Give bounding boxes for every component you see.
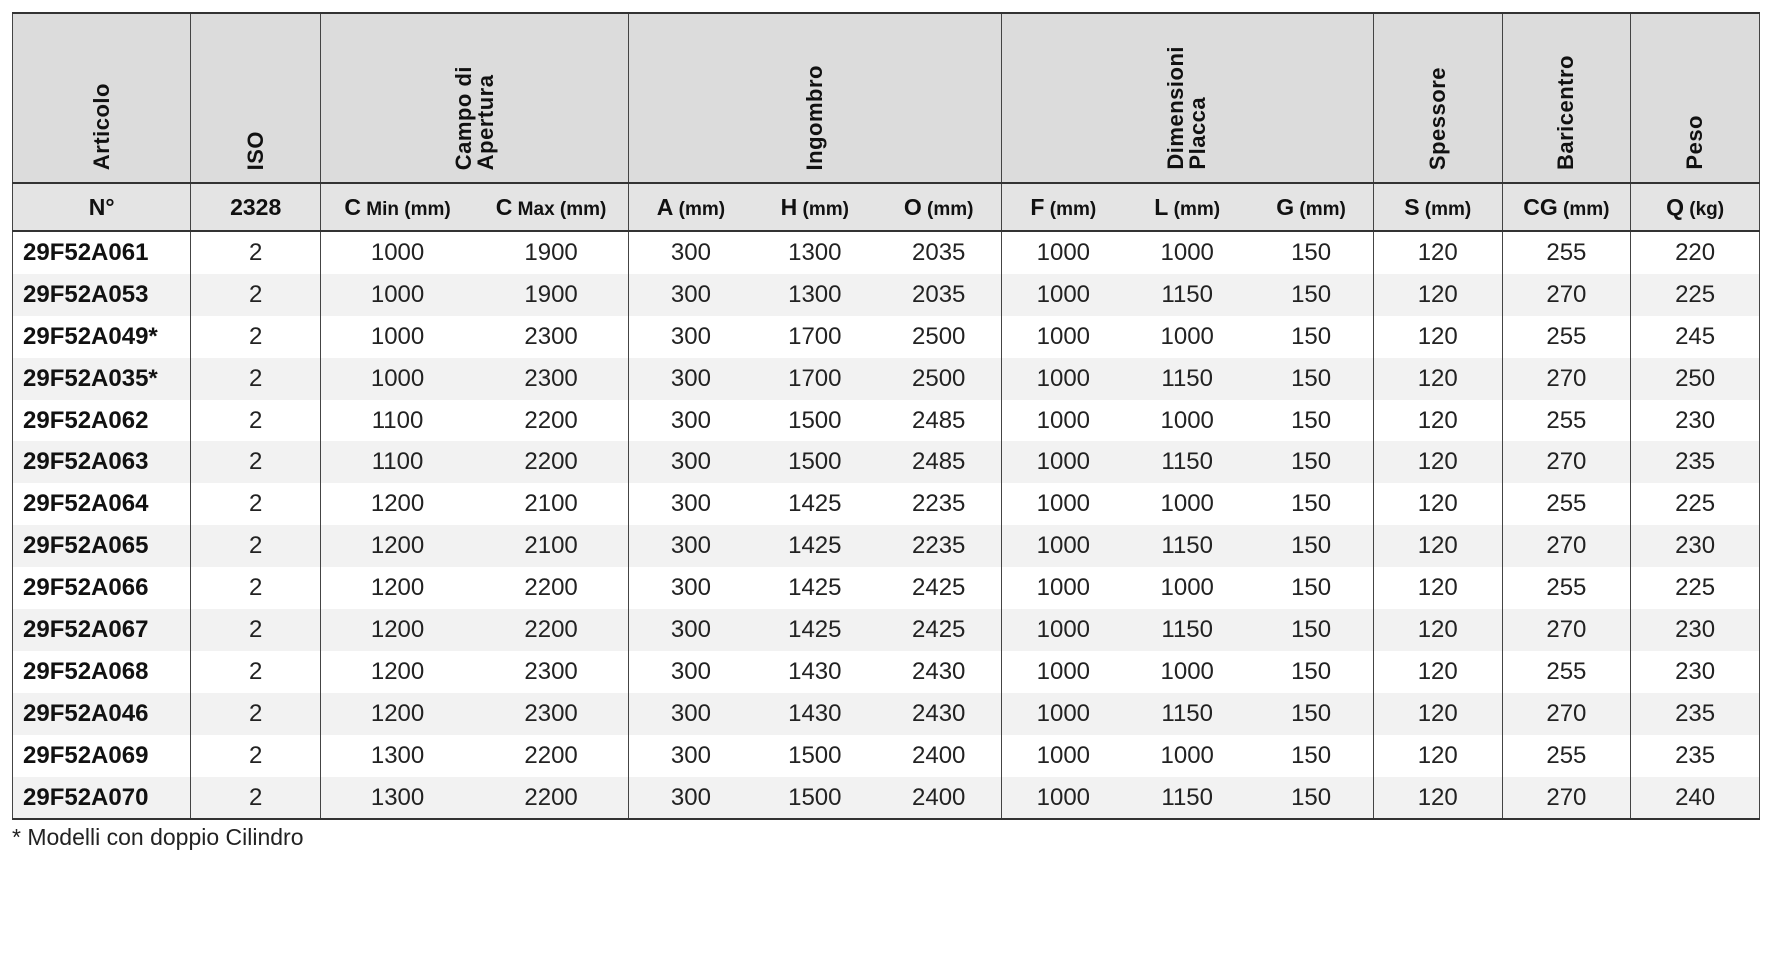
table-cell: 2 [191, 651, 321, 693]
unit-text: (mm) [1044, 198, 1097, 220]
table-cell: 2 [191, 316, 321, 358]
table-cell: 255 [1502, 651, 1631, 693]
table-cell: 2300 [474, 693, 629, 735]
unit-text: (mm) [1419, 198, 1472, 220]
table-cell: 255 [1502, 316, 1631, 358]
table-row [13, 231, 1760, 274]
unit-text: (mm) [1294, 198, 1346, 220]
group-header-ingombro [629, 13, 1001, 183]
table-cell: 230 [1631, 525, 1760, 567]
table-cell: 1000 [1001, 567, 1125, 609]
table-cell: 230 [1631, 651, 1760, 693]
table-cell: 1900 [474, 231, 629, 274]
table-cell: 270 [1502, 609, 1631, 651]
article-code-cell: 29F52A063 [13, 441, 191, 483]
table-cell: 1300 [753, 231, 877, 274]
table-cell: 2 [191, 567, 321, 609]
unit-symbol: L [1154, 193, 1169, 220]
table-cell: 150 [1249, 274, 1373, 316]
article-code-cell: 29F52A035* [13, 358, 191, 400]
table-cell: 1000 [1125, 567, 1249, 609]
group-label: Ingombro [801, 64, 827, 170]
table-cell: 300 [629, 274, 753, 316]
table-cell: 1200 [321, 609, 474, 651]
table-cell: 300 [629, 693, 753, 735]
table-cell: 1000 [1001, 609, 1125, 651]
table-cell: 245 [1631, 316, 1760, 358]
unit-header-cell [474, 183, 629, 231]
unit-header-cell [1001, 183, 1125, 231]
unit-header-cell [13, 183, 191, 231]
table-cell: 1000 [1001, 441, 1125, 483]
table-cell: 1425 [753, 483, 877, 525]
table-cell: 120 [1373, 400, 1502, 442]
article-code-cell: 29F52A061 [13, 231, 191, 274]
table-cell: 1000 [1001, 693, 1125, 735]
table-cell: 300 [629, 441, 753, 483]
table-row [13, 777, 1760, 820]
group-header-peso [1631, 13, 1760, 183]
table-cell: 120 [1373, 609, 1502, 651]
unit-text: (mm) [1557, 198, 1610, 220]
table-cell: 220 [1631, 231, 1760, 274]
unit-header-row [13, 183, 1760, 231]
table-cell: 1150 [1125, 358, 1249, 400]
unit-header-cell [1125, 183, 1249, 231]
unit-header-cell [1249, 183, 1373, 231]
table-cell: 270 [1502, 358, 1631, 400]
table-cell: 225 [1631, 567, 1760, 609]
table-cell: 1000 [1001, 274, 1125, 316]
table-cell: 1500 [753, 400, 877, 442]
unit-symbol: F [1030, 193, 1045, 220]
table-cell: 1000 [1125, 316, 1249, 358]
table-cell: 1000 [1001, 735, 1125, 777]
unit-text: (mm) [921, 198, 974, 220]
table-cell: 270 [1502, 525, 1631, 567]
table-cell: 230 [1631, 400, 1760, 442]
table-cell: 120 [1373, 735, 1502, 777]
group-header-dimensioni [1001, 13, 1373, 183]
unit-text: Min (mm) [361, 198, 451, 220]
unit-symbol: A [656, 193, 674, 220]
table-row [13, 316, 1760, 358]
table-cell: 2 [191, 777, 321, 820]
table-cell: 2485 [877, 441, 1001, 483]
table-cell: 300 [629, 358, 753, 400]
table-cell: 1300 [753, 274, 877, 316]
table-cell: 1000 [1001, 525, 1125, 567]
table-row [13, 651, 1760, 693]
group-label: Articolo [88, 82, 114, 170]
table-cell: 1425 [753, 525, 877, 567]
table-cell: 150 [1249, 316, 1373, 358]
article-code-cell: 29F52A067 [13, 609, 191, 651]
table-row [13, 274, 1760, 316]
table-cell: 2200 [474, 441, 629, 483]
unit-symbol: G [1276, 193, 1295, 220]
table-cell: 150 [1249, 231, 1373, 274]
table-cell: 2 [191, 274, 321, 316]
table-cell: 2 [191, 483, 321, 525]
table-cell: 1425 [753, 609, 877, 651]
unit-header-cell [321, 183, 474, 231]
table-row [13, 567, 1760, 609]
table-cell: 1430 [753, 693, 877, 735]
table-cell: 2200 [474, 735, 629, 777]
table-body [13, 231, 1760, 819]
table-cell: 235 [1631, 441, 1760, 483]
table-cell: 1425 [753, 567, 877, 609]
table-cell: 225 [1631, 274, 1760, 316]
table-cell: 300 [629, 231, 753, 274]
table-cell: 150 [1249, 609, 1373, 651]
table-cell: 255 [1502, 231, 1631, 274]
table-cell: 1150 [1125, 777, 1249, 820]
table-cell: 1000 [1001, 483, 1125, 525]
unit-symbol: S [1404, 193, 1420, 220]
group-header-baricentro [1502, 13, 1631, 183]
table-cell: 300 [629, 400, 753, 442]
article-code-cell: 29F52A068 [13, 651, 191, 693]
article-code-cell: 29F52A066 [13, 567, 191, 609]
table-cell: 1700 [753, 358, 877, 400]
table-cell: 2400 [877, 735, 1001, 777]
table-cell: 120 [1373, 441, 1502, 483]
unit-header-cell [1502, 183, 1631, 231]
table-cell: 2 [191, 441, 321, 483]
table-cell: 120 [1373, 777, 1502, 820]
table-cell: 2430 [877, 651, 1001, 693]
unit-symbol: C [344, 193, 361, 220]
table-cell: 1200 [321, 693, 474, 735]
table-cell: 120 [1373, 525, 1502, 567]
table-cell: 1200 [321, 567, 474, 609]
table-cell: 1500 [753, 777, 877, 820]
table-cell: 2035 [877, 231, 1001, 274]
table-cell: 300 [629, 483, 753, 525]
table-cell: 1100 [321, 400, 474, 442]
table-cell: 1300 [321, 777, 474, 820]
table-cell: 2200 [474, 567, 629, 609]
table-cell: 255 [1502, 483, 1631, 525]
table-cell: 1000 [1125, 651, 1249, 693]
table-cell: 120 [1373, 483, 1502, 525]
table-cell: 1200 [321, 483, 474, 525]
table-cell: 300 [629, 316, 753, 358]
unit-symbol: O [903, 193, 922, 220]
article-code-cell: 29F52A062 [13, 400, 191, 442]
table-cell: 1000 [1001, 316, 1125, 358]
table-cell: 150 [1249, 777, 1373, 820]
article-code-cell: 29F52A065 [13, 525, 191, 567]
footnote: * Modelli con doppio Cilindro [12, 824, 304, 850]
article-code-cell: 29F52A049* [13, 316, 191, 358]
table-cell: 2425 [877, 567, 1001, 609]
table-cell: 2 [191, 735, 321, 777]
table-cell: 150 [1249, 400, 1373, 442]
table-cell: 1700 [753, 316, 877, 358]
table-cell: 2400 [877, 777, 1001, 820]
unit-symbol: H [780, 193, 798, 220]
group-header-spessore [1373, 13, 1502, 183]
table-cell: 2500 [877, 316, 1001, 358]
table-cell: 2 [191, 400, 321, 442]
unit-header-cell [753, 183, 877, 231]
group-label: Campo di Apertura [450, 65, 498, 170]
table-row [13, 609, 1760, 651]
table-cell: 150 [1249, 525, 1373, 567]
article-code-cell: 29F52A064 [13, 483, 191, 525]
table-cell: 1300 [321, 735, 474, 777]
group-header-articolo [13, 13, 191, 183]
table-cell: 1000 [1001, 231, 1125, 274]
unit-text: Max (mm) [512, 198, 607, 220]
table-cell: 1000 [321, 231, 474, 274]
table-cell: 300 [629, 525, 753, 567]
table-cell: 1000 [1125, 483, 1249, 525]
unit-text: (mm) [1168, 198, 1221, 220]
table-row [13, 693, 1760, 735]
article-code-cell: 29F52A053 [13, 274, 191, 316]
unit-symbol: 2328 [230, 193, 282, 220]
table-cell: 2235 [877, 483, 1001, 525]
table-cell: 1150 [1125, 441, 1249, 483]
table-cell: 225 [1631, 483, 1760, 525]
table-cell: 1500 [753, 441, 877, 483]
table-cell: 250 [1631, 358, 1760, 400]
table-cell: 2 [191, 609, 321, 651]
table-cell: 150 [1249, 358, 1373, 400]
table-cell: 255 [1502, 400, 1631, 442]
table-cell: 270 [1502, 274, 1631, 316]
table-cell: 1500 [753, 735, 877, 777]
unit-symbol: N° [88, 193, 115, 220]
spec-table [12, 12, 1760, 820]
table-cell: 1430 [753, 651, 877, 693]
table-cell: 150 [1249, 735, 1373, 777]
group-label: Spessore [1424, 66, 1450, 170]
table-cell: 1150 [1125, 274, 1249, 316]
table-cell: 1000 [321, 274, 474, 316]
article-code-cell: 29F52A070 [13, 777, 191, 820]
table-cell: 2100 [474, 483, 629, 525]
group-header-campo [321, 13, 629, 183]
group-header-iso [191, 13, 321, 183]
table-cell: 120 [1373, 231, 1502, 274]
table-cell: 2 [191, 358, 321, 400]
table-cell: 120 [1373, 567, 1502, 609]
table-cell: 270 [1502, 693, 1631, 735]
table-cell: 2430 [877, 693, 1001, 735]
table-cell: 300 [629, 777, 753, 820]
table-cell: 2300 [474, 316, 629, 358]
table-cell: 1000 [1001, 400, 1125, 442]
table-cell: 1150 [1125, 525, 1249, 567]
table-cell: 1100 [321, 441, 474, 483]
table-cell: 1000 [1125, 231, 1249, 274]
table-cell: 230 [1631, 609, 1760, 651]
table-cell: 1000 [321, 358, 474, 400]
table-row [13, 525, 1760, 567]
table-cell: 2200 [474, 400, 629, 442]
table-cell: 235 [1631, 693, 1760, 735]
table-cell: 1000 [1125, 400, 1249, 442]
unit-symbol: CG [1523, 193, 1558, 220]
unit-text: (mm) [797, 198, 849, 220]
table-cell: 300 [629, 651, 753, 693]
article-code-cell: 29F52A069 [13, 735, 191, 777]
table-cell: 1150 [1125, 693, 1249, 735]
table-cell: 1000 [1001, 358, 1125, 400]
table-cell: 120 [1373, 274, 1502, 316]
table-row [13, 358, 1760, 400]
table-cell: 1000 [321, 316, 474, 358]
table-cell: 2300 [474, 651, 629, 693]
table-cell: 300 [629, 609, 753, 651]
table-cell: 2485 [877, 400, 1001, 442]
table-cell: 120 [1373, 316, 1502, 358]
table-cell: 240 [1631, 777, 1760, 820]
table-cell: 300 [629, 567, 753, 609]
table-cell: 1900 [474, 274, 629, 316]
table-row [13, 735, 1760, 777]
group-header-row [13, 13, 1760, 183]
table-row [13, 441, 1760, 483]
group-label: Peso [1682, 115, 1708, 170]
table-cell: 150 [1249, 483, 1373, 525]
table-cell: 2 [191, 525, 321, 567]
table-cell: 2235 [877, 525, 1001, 567]
table-cell: 2035 [877, 274, 1001, 316]
table-cell: 1200 [321, 651, 474, 693]
group-label: Dimensioni Placca [1163, 46, 1211, 170]
table-cell: 2300 [474, 358, 629, 400]
group-label: Baricentro [1553, 54, 1579, 170]
table-cell: 235 [1631, 735, 1760, 777]
table-cell: 2100 [474, 525, 629, 567]
table-cell: 2500 [877, 358, 1001, 400]
table-cell: 255 [1502, 567, 1631, 609]
table-cell: 2 [191, 231, 321, 274]
article-code-cell: 29F52A046 [13, 693, 191, 735]
table-cell: 1200 [321, 525, 474, 567]
table-cell: 150 [1249, 651, 1373, 693]
table-cell: 2200 [474, 609, 629, 651]
table-cell: 1000 [1001, 651, 1125, 693]
table-cell: 1150 [1125, 609, 1249, 651]
table-cell: 2 [191, 693, 321, 735]
table-cell: 1000 [1001, 777, 1125, 820]
table-cell: 270 [1502, 441, 1631, 483]
table-cell: 300 [629, 735, 753, 777]
table-row [13, 483, 1760, 525]
table-cell: 2425 [877, 609, 1001, 651]
unit-text: (kg) [1683, 198, 1725, 220]
table-cell: 2200 [474, 777, 629, 820]
table-cell: 150 [1249, 693, 1373, 735]
unit-header-cell [191, 183, 321, 231]
table-cell: 120 [1373, 651, 1502, 693]
group-label: ISO [242, 130, 268, 170]
unit-header-cell [629, 183, 753, 231]
table-row [13, 400, 1760, 442]
table-cell: 270 [1502, 777, 1631, 820]
unit-header-cell [1373, 183, 1502, 231]
table-cell: 120 [1373, 693, 1502, 735]
table-cell: 150 [1249, 441, 1373, 483]
table-cell: 1000 [1125, 735, 1249, 777]
unit-header-cell [877, 183, 1001, 231]
unit-header-cell [1631, 183, 1760, 231]
table-cell: 120 [1373, 358, 1502, 400]
unit-text: (mm) [673, 198, 726, 220]
table-cell: 255 [1502, 735, 1631, 777]
unit-symbol: C [495, 193, 513, 220]
table-cell: 150 [1249, 567, 1373, 609]
unit-symbol: Q [1666, 193, 1684, 220]
